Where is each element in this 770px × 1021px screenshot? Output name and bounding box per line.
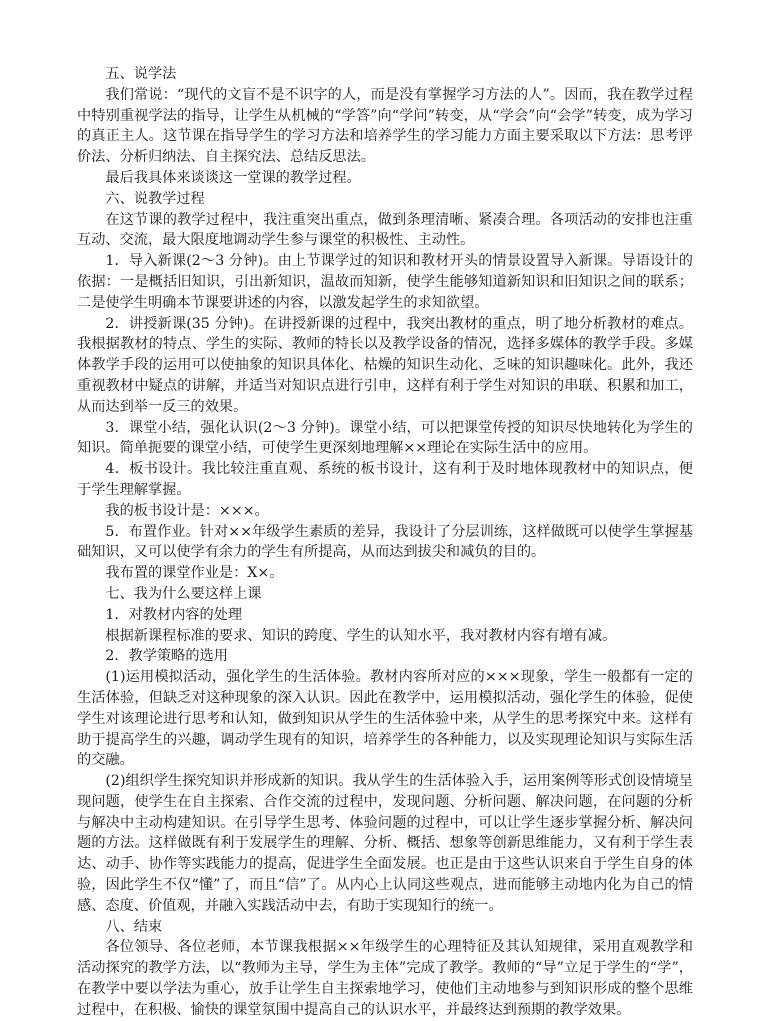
paragraph-step-3-summary: 3．课堂小结，强化认识(2～3 分钟)。课堂小结，可以把课堂传授的知识尽快地转化为学生的知识。简单扼要的课堂小结，可使学生更深刻地理解××理论在实际生活中的应用。 <box>77 419 693 457</box>
paragraph-step-1-introduction: 1．导入新课(2～3 分钟)。由上节课学过的知识和教材开头的情景设置导入新课。导语设计的依据：一是概括旧知识，引出新知识，温故而知新，使学生能够知道新知识和旧知识之间的联系；二是使学生明确本节课要讲述的内容，以激发起学生的求知欲望。 <box>77 253 693 311</box>
section-heading-study-methods: 五、说学法 <box>105 66 177 82</box>
section-heading-why: 七、我为什么要这样上课 <box>105 585 262 602</box>
paragraph-strategy-1: (1)运用模拟活动，强化学生的生活体验。教材内容所对应的×××现象，学生一般都有一定的生活体验，但缺乏对这种现象的深入认识。因此在教学中，运用模拟活动，强化学生的体验，促使学生对该理论进行思考和认知，做到知识从学生的生活体验中来，从学生的思考探究中来。这样有助于提高学生的兴趣，调动学生现有的知识，培养学生的各种能力，以及实现理论知识与实际生活的交融。 <box>77 669 693 769</box>
subheading-teaching-strategy: 2．教学策略的选用 <box>105 648 228 665</box>
paragraph-step-4-blackboard: 4．板书设计。我比较注重直观、系统的板书设计，这有利于及时地体现教材中的知识点，便于学生理解掌握。 <box>77 461 693 498</box>
paragraph-step-5-homework: 5．布置作业。针对××年级学生素质的差异，我设计了分层训练，这样做既可以使学生掌握基础知识，又可以使学有余力的学生有所提高，从而达到拔尖和减负的目的。 <box>77 523 693 561</box>
section-heading-teaching-process: 六、说教学过程 <box>105 190 205 207</box>
paragraph-study-methods: 我们常说：“现代的文盲不是不识字的人，而是没有掌握学习方法的人”。因而，我在教学过程中特别重视学法的指导，让学生从机械的“学答”向“学问”转变，从“学会”向“会学”转变，成为学习的真正主人。这节课在指导学生的学习方法和培养学生的学习能力方面主要采取以下方法：思考评价法、分析归纳法、自主探究法、总结反思法。 <box>77 86 693 166</box>
paragraph-process-overview: 在这节课的教学过程中，我注重突出重点，做到条理清晰、紧凑合理。各项活动的安排也注重互动、交流，最大限度地调动学生参与课堂的积极性、主动性。 <box>77 211 693 249</box>
paragraph-step-2-new-lesson: 2．讲授新课(35 分钟)。在讲授新课的过程中，我突出教材的重点，明了地分析教材的难点。我根据教材的特点、学生的实际、教师的特长以及教学设备的情况，选择多媒体的教学手段。多媒体教学手段的运用可以使抽象的知识具体化、枯燥的知识生动化、乏味的知识趣味化。此外，我还重视教材中疑点的讲解，并适当对知识点进行引申，这样有利于学生对知识的串联、积累和加工，从而达到举一反三的效果。 <box>77 315 693 415</box>
subheading-material-handling: 1．对教材内容的处理 <box>105 606 243 623</box>
paragraph-strategy-2: (2)组织学生探究知识并形成新的知识。我从学生的生活体验入手，运用案例等形式创设情境呈现问题，使学生在自主探索、合作交流的过程中，发现问题、分析问题、解决问题，在问题的分析与解决中主动构建知识。在引导学生思考、体验问题的过程中，可以让学生逐步掌握分析、解决问题的方法。这样做既有利于发展学生的理解、分析、概括、想象等创新思维能力，又有利于学生表达、动手、协作等实践能力的提高，促进学生全面发展。也正是由于这些认识来自于学生自身的体验，因此学生不仅“懂”了，而且“信”了。从内心上认同这些观点，进而能够主动地内化为自己的情感、态度、价值观，并融入实践活动中去，有助于实现知行的统一。 <box>77 773 693 914</box>
paragraph-blackboard-design: 我的板书设计是：×××。 <box>105 502 269 519</box>
paragraph-material-handling: 根据新课程标准的要求、知识的跨度、学生的认知水平，我对教材内容有增有减。 <box>105 627 617 644</box>
paragraph-transition: 最后我具体来谈谈这一堂课的教学过程。 <box>105 169 361 186</box>
section-heading-conclusion: 八、结束 <box>105 918 163 935</box>
paragraph-conclusion: 各位领导、各位老师，本节课我根据××年级学生的心理特征及其认知规律，采用直观教学和活动探究的教学方法，以“教师为主导，学生为主体”完成了教学。教师的“导”立足于学生的“学”，在教学中要以学法为重心，放手让学生自主探索地学习，使他们主动地参与到知识形成的整个思维过程中，在积极、愉快的课堂氛围中提高自己的认识水平，并最终达到预期的教学效果。 <box>77 939 693 1018</box>
paragraph-homework-assigned: 我布置的课堂作业是：X×。 <box>105 565 284 582</box>
